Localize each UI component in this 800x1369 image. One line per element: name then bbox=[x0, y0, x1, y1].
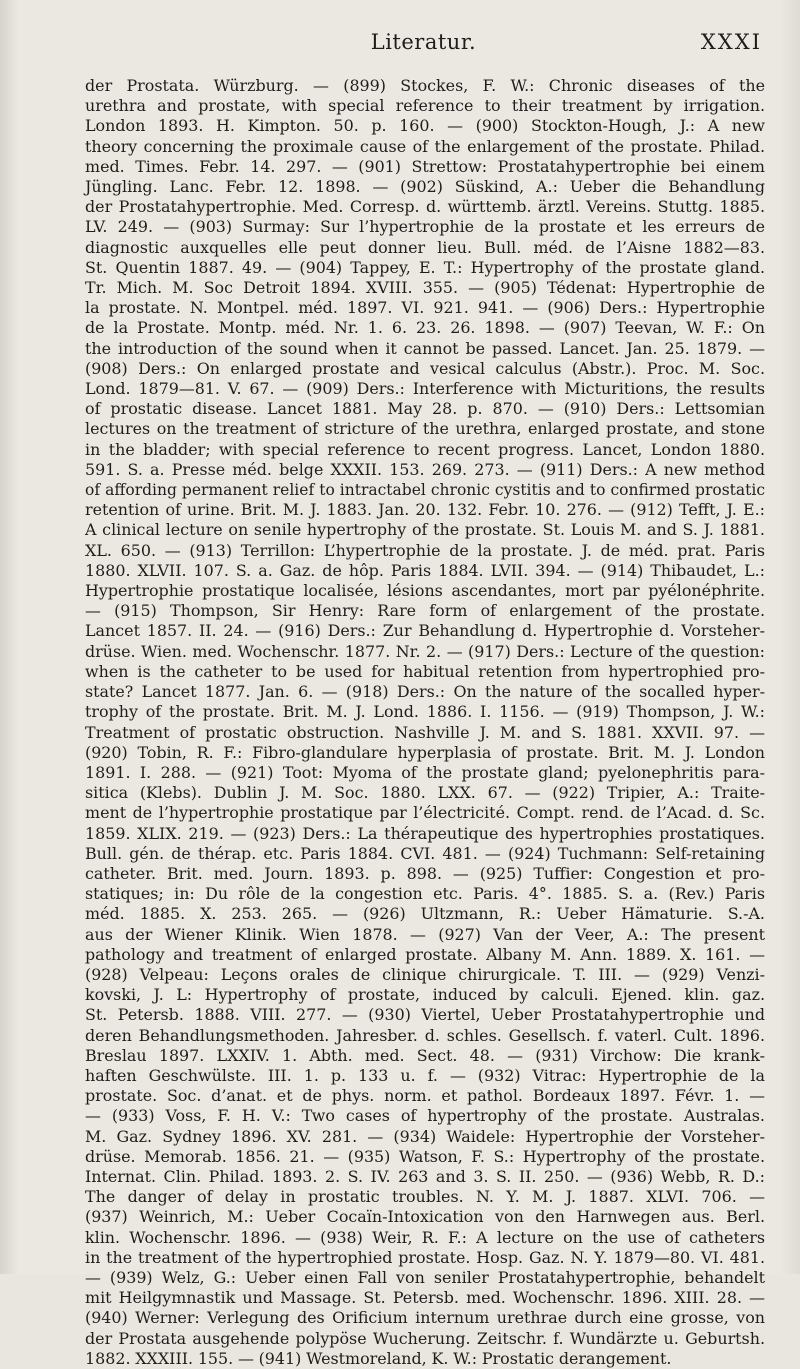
page-header bbox=[85, 30, 762, 60]
text-line: aus der Wiener Klinik. Wien 1878. — (927) Van der Veer, A.: The present bbox=[85, 924, 765, 944]
text-line: of prostatic disease. Lancet 1881. May 28. p. 870. — (910) Ders.: Lettsomian bbox=[85, 399, 765, 419]
text-line: ment de l’hypertrophie prostatique par l’électricité. Compt. rend. de l’Acad. d. Sc. bbox=[85, 803, 765, 823]
text-line: drüse. Wien. med. Wochenschr. 1877. Nr. 2. — (917) Ders.: Lecture of the question: bbox=[85, 641, 765, 661]
text-line: theory concerning the proximale cause of the enlargement of the prostate. Philad. bbox=[85, 136, 765, 156]
text-line: trophy of the prostate. Brit. M. J. Lond. 1886. I. 1156. — (919) Thompson, J. W.: bbox=[85, 702, 765, 722]
text-line: The danger of delay in prostatic troubles. N. Y. M. J. 1887. XLVI. 706. — bbox=[85, 1187, 765, 1207]
text-line: Bull. gén. de thérap. etc. Paris 1884. CVI. 481. — (924) Tuchmann: Self-retaining bbox=[85, 843, 765, 863]
text-line: 1891. I. 288. — (921) Toot: Myoma of the prostate gland; pyelonephritis para- bbox=[85, 762, 765, 782]
page-number: XXXI bbox=[700, 30, 762, 54]
text-line: der Prostatahypertrophie. Med. Corresp. d. württemb. ärztl. Vereins. Stuttg. 1885. bbox=[85, 197, 765, 217]
text-line: Internat. Clin. Philad. 1893. 2. S. IV. 263 and 3. S. II. 250. — (936) Webb, R. D.: bbox=[85, 1166, 765, 1186]
text-line: in the bladder; with special reference to recent progress. Lancet, London 1880. bbox=[85, 439, 765, 459]
text-line: urethra and prostate, with special reference to their treatment by irrigation. bbox=[85, 96, 765, 116]
text-line: (937) Weinrich, M.: Ueber Cocaïn-Intoxication von den Harnwegen aus. Berl. bbox=[85, 1207, 765, 1227]
text-line: 1880. XLVII. 107. S. a. Gaz. de hôp. Paris 1884. LVII. 394. — (914) Thibaudet, L.: bbox=[85, 560, 765, 580]
running-title: Literatur. bbox=[370, 30, 477, 54]
text-line: the introduction of the sound when it cannot be passed. Lancet. Jan. 25. 1879. — bbox=[85, 338, 765, 358]
text-line: med. Times. Febr. 14. 297. — (901) Strettow: Prostatahypertrophie bei einem bbox=[85, 156, 765, 176]
text-line: — (915) Thompson, Sir Henry: Rare form of enlargement of the prostate. bbox=[85, 601, 765, 621]
text-line: — (933) Voss, F. H. V.: Two cases of hypertrophy of the prostate. Australas. bbox=[85, 1106, 765, 1126]
text-line: LV. 249. — (903) Surmay: Sur l’hypertrophie de la prostate et les erreurs de bbox=[85, 217, 765, 237]
text-line: in the treatment of the hypertrophied prostate. Hosp. Gaz. N. Y. 1879—80. VI. 481. bbox=[85, 1247, 765, 1267]
text-line: (928) Velpeau: Leçons orales de clinique chirurgicale. T. III. — (929) Venzi- bbox=[85, 964, 765, 984]
text-line: — (939) Welz, G.: Ueber einen Fall von seniler Prostatahypertrophie, behandelt bbox=[85, 1267, 765, 1287]
text-line: kovski, J. L: Hypertrophy of prostate, induced by calculi. Ejened. klin. gaz. bbox=[85, 985, 765, 1005]
text-line: pathology and treatment of enlarged prostate. Albany M. Ann. 1889. X. 161. — bbox=[85, 944, 765, 964]
text-line: Lancet 1857. II. 24. — (916) Ders.: Zur Behandlung d. Hypertrophie d. Vorsteher- bbox=[85, 621, 765, 641]
text-line: prostate. Soc. d’anat. et de phys. norm. et pathol. Bordeaux 1897. Févr. 1. — bbox=[85, 1086, 765, 1106]
text-line: St. Quentin 1887. 49. — (904) Tappey, E. T.: Hypertrophy of the prostate gland. bbox=[85, 257, 765, 277]
text-line: Treatment of prostatic obstruction. Nashville J. M. and S. 1881. XXVII. 97. — bbox=[85, 722, 765, 742]
text-line: when is the catheter to be used for habitual retention from hypertrophied pro- bbox=[85, 661, 765, 681]
text-line: (908) Ders.: On enlarged prostate and vesical calculus (Abstr.). Proc. M. Soc. bbox=[85, 358, 765, 378]
text-line: Hypertrophie prostatique localisée, lésions ascendantes, mort par pyélonéphrite. bbox=[85, 581, 765, 601]
text-line: mit Heilgymnastik und Massage. St. Petersb. med. Wochenschr. 1896. XIII. 28. — bbox=[85, 1288, 765, 1308]
text-line: la prostate. N. Montpel. méd. 1897. VI. 921. 941. — (906) Ders.: Hypertrophie bbox=[85, 298, 765, 318]
text-line: Tr. Mich. M. Soc Detroit 1894. XVIII. 355. — (905) Tédenat: Hypertrophie de bbox=[85, 278, 765, 298]
text-line: retention of urine. Brit. M. J. 1883. Jan. 20. 132. Febr. 10. 276. — (912) Tefft, J. E.: bbox=[85, 500, 765, 520]
text-line: diagnostic auxquelles elle peut donner lieu. Bull. méd. de l’Aisne 1882—83. bbox=[85, 237, 765, 257]
text-line: méd. 1885. X. 253. 265. — (926) Ultzmann, R.: Ueber Hämaturie. S.-A. bbox=[85, 904, 765, 924]
text-line: lectures on the treatment of stricture of the urethra, enlarged prostate, and stone bbox=[85, 419, 765, 439]
text-line: M. Gaz. Sydney 1896. XV. 281. — (934) Waidele: Hypertrophie der Vorsteher- bbox=[85, 1126, 765, 1146]
text-line: Breslau 1897. LXXIV. 1. Abth. med. Sect. 48. — (931) Virchow: Die krank- bbox=[85, 1045, 765, 1065]
text-line: XL. 650. — (913) Terrillon: L’hypertrophie de la prostate. J. de méd. prat. Paris bbox=[85, 540, 765, 560]
text-line: state? Lancet 1877. Jan. 6. — (918) Ders.: On the nature of the socalled hyper- bbox=[85, 682, 765, 702]
text-line: 591. S. a. Presse méd. belge XXXII. 153. 269. 273. — (911) Ders.: A new method bbox=[85, 459, 765, 479]
text-line: (920) Tobin, R. F.: Fibro-glandulare hyperplasia of prostate. Brit. M. J. London bbox=[85, 742, 765, 762]
text-line: drüse. Memorab. 1856. 21. — (935) Watson, F. S.: Hypertrophy of the prostate. bbox=[85, 1146, 765, 1166]
text-line: 1882. XXXIII. 155. — (941) Westmoreland, K. W.: Prostatic derangement. bbox=[85, 1348, 672, 1368]
text-line: A clinical lecture on senile hypertrophy of the prostate. St. Louis M. and S. J. 1881. bbox=[85, 520, 765, 540]
text-line: haften Geschwülste. III. 1. p. 133 u. f. — (932) Vitrac: Hypertrophie de la bbox=[85, 1065, 765, 1085]
text-line: London 1893. H. Kimpton. 50. p. 160. — (900) Stockton-Hough, J.: A new bbox=[85, 116, 765, 136]
text-line: of affording permanent relief to intractabel chronic cystitis and to confirmed prostatic bbox=[85, 481, 765, 500]
text-line: der Prostata. Würzburg. — (899) Stockes, F. W.: Chronic diseases of the bbox=[85, 76, 765, 95]
text-line: klin. Wochenschr. 1896. — (938) Weir, R. F.: A lecture on the use of catheters bbox=[85, 1227, 765, 1247]
bibliography-text bbox=[85, 76, 765, 1369]
text-line: Lond. 1879—81. V. 67. — (909) Ders.: Interference with Micturitions, the results bbox=[85, 379, 765, 399]
text-line: der Prostata ausgehende polypöse Wucherung. Zeitschr. f. Wundärzte u. Geburtsh. bbox=[85, 1328, 765, 1348]
text-line: (940) Werner: Verlegung des Orificium internum urethrae durch eine grosse, von bbox=[85, 1308, 765, 1328]
text-line: Jüngling. Lanc. Febr. 12. 1898. — (902) Süskind, A.: Ueber die Behandlung bbox=[85, 177, 765, 197]
text-line: St. Petersb. 1888. VIII. 277. — (930) Viertel, Ueber Prostatahypertrophie und bbox=[85, 1005, 765, 1025]
text-line: sitica (Klebs). Dublin J. M. Soc. 1880. LXX. 67. — (922) Tripier, A.: Traite- bbox=[85, 783, 765, 803]
text-line: 1859. XLIX. 219. — (923) Ders.: La thérapeutique des hypertrophies prostatiques. bbox=[85, 823, 765, 843]
text-line: catheter. Brit. med. Journ. 1893. p. 898. — (925) Tuffier: Congestion et pro- bbox=[85, 863, 765, 883]
text-line: de la Prostate. Montp. méd. Nr. 1. 6. 23. 26. 1898. — (907) Teevan, W. F.: On bbox=[85, 318, 765, 338]
text-line: deren Behandlungsmethoden. Jahresber. d. schles. Gesellsch. f. vaterl. Cult. 1896. bbox=[85, 1025, 765, 1045]
text-line: statiques; in: Du rôle de la congestion etc. Paris. 4°. 1885. S. a. (Rev.) Paris bbox=[85, 884, 765, 904]
